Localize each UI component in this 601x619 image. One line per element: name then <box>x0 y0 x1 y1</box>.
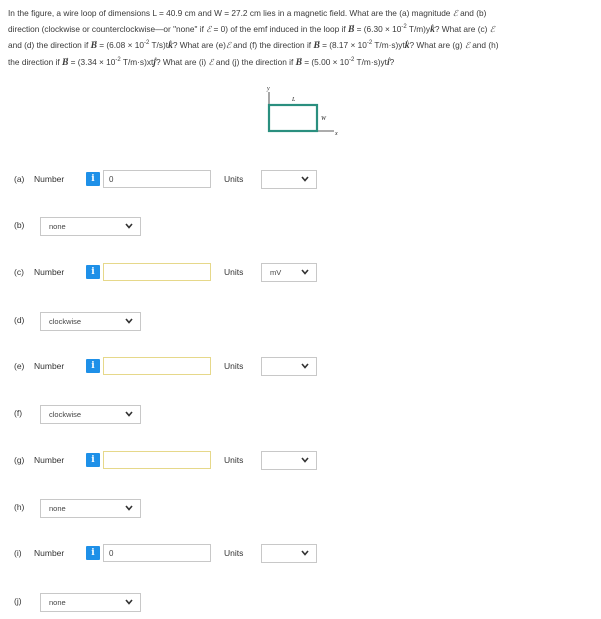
units-label: Units <box>224 267 244 277</box>
x-axis-label: x <box>335 131 338 137</box>
part-label: (a) <box>14 174 25 184</box>
info-icon[interactable]: i <box>86 546 100 560</box>
chevron-down-icon <box>300 361 310 371</box>
number-label: Number <box>34 455 65 465</box>
units-select-value: mV <box>270 268 282 277</box>
problem-statement <box>8 6 594 71</box>
chevron-down-icon <box>300 455 310 465</box>
direction-select-value: none <box>49 222 66 231</box>
units-label: Units <box>224 361 244 371</box>
problem-line-1: In the figure, a wire loop of dimensions L = 40.9 cm and W = 27.2 cm lies in a magnetic field. What are the (a) magnitude ℰ and (b) <box>8 8 487 18</box>
direction-select[interactable] <box>40 499 141 518</box>
answer-input[interactable]: 0 <box>103 170 211 188</box>
chevron-down-icon <box>300 174 310 184</box>
chevron-down-icon <box>124 316 134 326</box>
units-select[interactable] <box>261 544 317 563</box>
units-select[interactable] <box>261 263 317 282</box>
length-label: L <box>292 97 296 103</box>
number-label: Number <box>34 361 65 371</box>
direction-select[interactable] <box>40 405 141 424</box>
direction-select[interactable] <box>40 217 141 236</box>
direction-select-value: clockwise <box>49 317 82 326</box>
info-icon[interactable]: i <box>86 359 100 373</box>
direction-select-value: clockwise <box>49 410 82 419</box>
chevron-down-icon <box>300 548 310 558</box>
direction-select-value: none <box>49 504 66 513</box>
part-label: (b) <box>14 220 25 230</box>
part-label: (i) <box>14 548 22 558</box>
chevron-down-icon <box>300 267 310 277</box>
wire-loop <box>269 105 317 131</box>
problem-line-4: the direction if → $B = (3.34 \times 10^{-2}$ T/m·s)xt^ j? What are (i) ℰ and (j) the direction if → $B = (5.00 \times 10^{-2}$ T/m·s)yt^ i? <box>8 55 594 72</box>
direction-select[interactable] <box>40 312 141 331</box>
part-label: (c) <box>14 267 24 277</box>
part-label: (g) <box>14 455 25 465</box>
units-select[interactable] <box>261 451 317 470</box>
part-label: (j) <box>14 596 22 606</box>
loop-figure <box>258 86 338 138</box>
part-label: (f) <box>14 408 23 418</box>
answer-input[interactable]: 0 <box>103 544 211 562</box>
width-label: W <box>321 116 326 122</box>
chevron-down-icon <box>124 503 134 513</box>
answer-input[interactable] <box>103 357 211 375</box>
number-label: Number <box>34 174 65 184</box>
info-icon[interactable]: i <box>86 453 100 467</box>
answer-input[interactable] <box>103 451 211 469</box>
problem-line-2: direction (clockwise or counterclockwise—or "none" if ℰ = 0) of the emf induced in the loop if → $B = (6.30 \times 10^{-2}$ T/m)y^ k? What are (c) ℰ <box>8 22 594 39</box>
chevron-down-icon <box>124 221 134 231</box>
direction-select-value: none <box>49 598 66 607</box>
part-label: (h) <box>14 502 25 512</box>
units-label: Units <box>224 455 244 465</box>
units-select[interactable] <box>261 357 317 376</box>
problem-line-3: and (d) the direction if → $B = (6.08 \times 10^{-2}$ T/s)t^ k? What are (e)ℰ and (f) the direction if → $B = (8.17 \times 10^{-2}$ T/m·s)yt^ k? What are (g) ℰ and (h) <box>8 38 594 55</box>
units-label: Units <box>224 548 244 558</box>
units-label: Units <box>224 174 244 184</box>
units-select[interactable] <box>261 170 317 189</box>
direction-select[interactable] <box>40 593 141 612</box>
info-icon[interactable]: i <box>86 265 100 279</box>
answer-input[interactable] <box>103 263 211 281</box>
number-label: Number <box>34 548 65 558</box>
y-axis-label: y <box>267 86 270 92</box>
part-label: (d) <box>14 315 25 325</box>
chevron-down-icon <box>124 409 134 419</box>
number-label: Number <box>34 267 65 277</box>
info-icon[interactable]: i <box>86 172 100 186</box>
part-label: (e) <box>14 361 25 371</box>
chevron-down-icon <box>124 597 134 607</box>
